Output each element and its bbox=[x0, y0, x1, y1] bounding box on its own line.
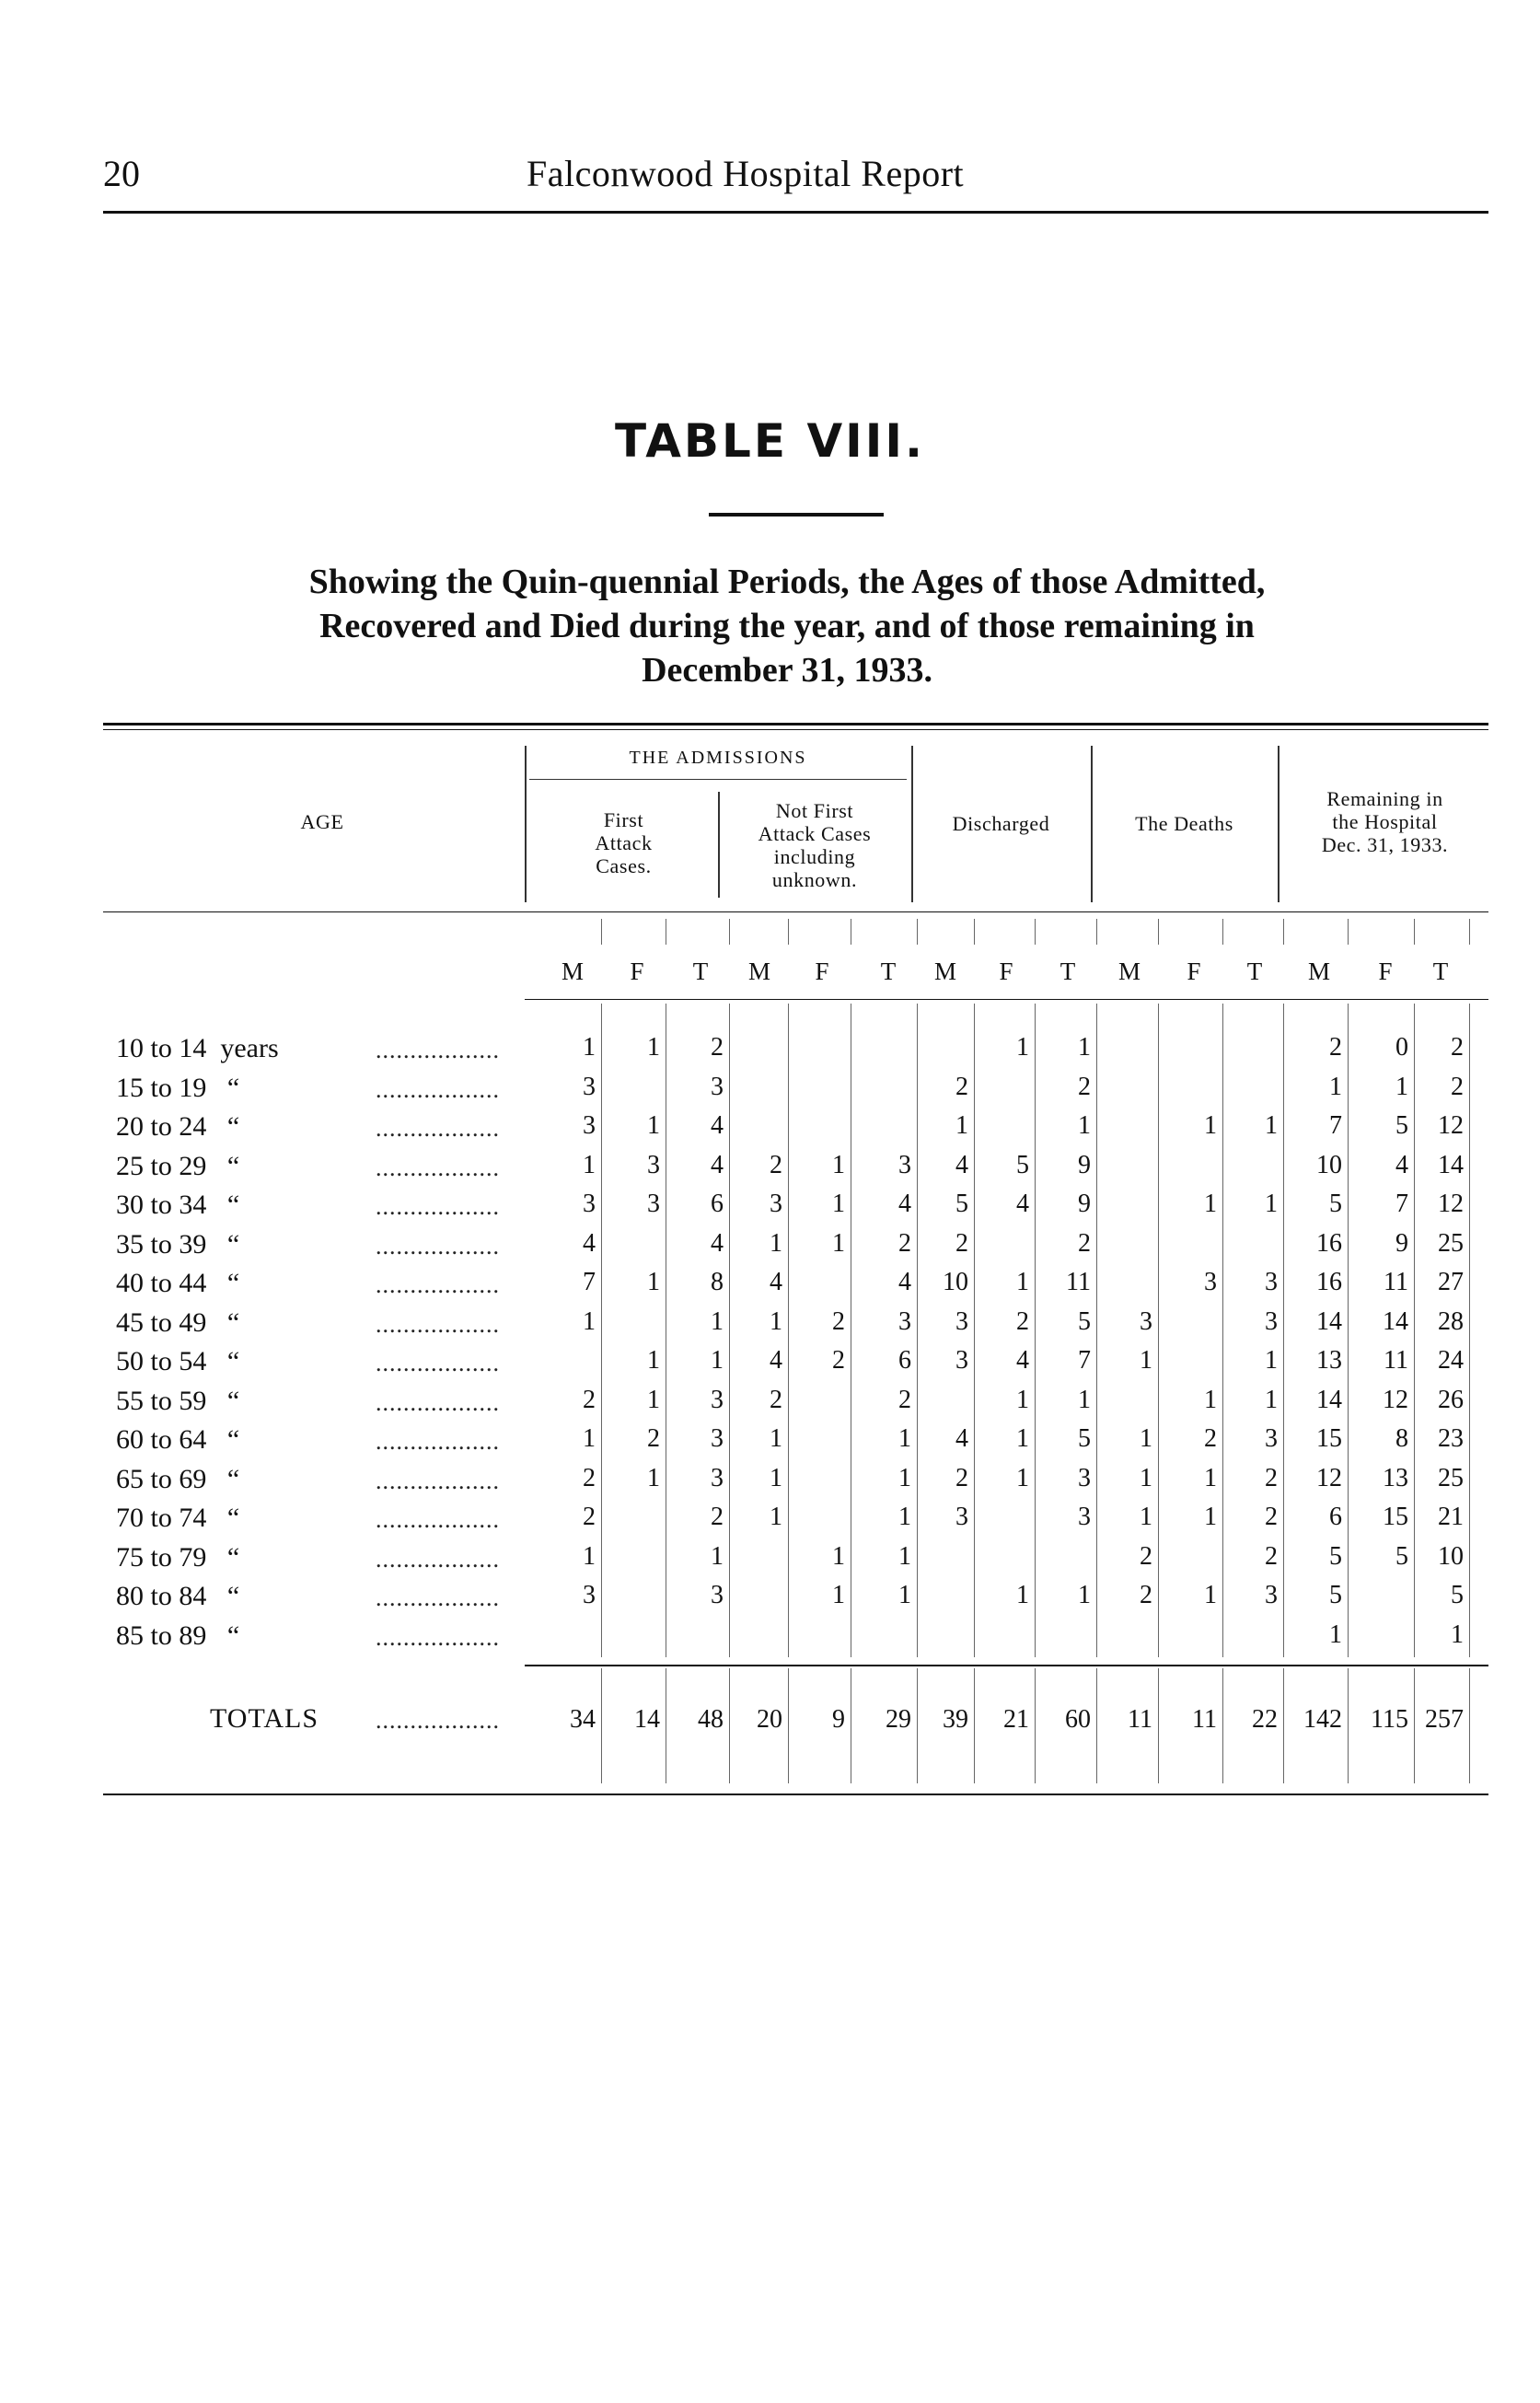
table-cell: 1 bbox=[647, 1111, 660, 1140]
table-cell: 12 bbox=[1316, 1464, 1342, 1492]
table-cell: 8 bbox=[1395, 1424, 1408, 1453]
table-cell: 4 bbox=[711, 1111, 724, 1140]
table-cell: 1 bbox=[1016, 1386, 1029, 1414]
table-cell: 15 bbox=[1383, 1503, 1408, 1531]
table-title: TABLE VIII. bbox=[615, 414, 925, 468]
table-cell: 5 bbox=[1078, 1424, 1091, 1453]
table-cell: 1 bbox=[1140, 1346, 1152, 1375]
table-cell: 3 bbox=[583, 1073, 596, 1101]
table-cell: 4 bbox=[1016, 1190, 1029, 1218]
subheader-m: M bbox=[1117, 958, 1141, 985]
table-row bbox=[0, 1190, 1540, 1228]
table-cell: 2 bbox=[1016, 1307, 1029, 1336]
table-row bbox=[0, 1151, 1540, 1190]
table-cell: 2 bbox=[898, 1229, 911, 1258]
table-cell: 2 bbox=[955, 1464, 968, 1492]
leader-dots: .................. bbox=[376, 1037, 500, 1063]
age-range: 85 to 89 “ bbox=[116, 1620, 240, 1651]
table-cell: 2 bbox=[1451, 1033, 1464, 1062]
table-cell: 2 bbox=[955, 1073, 968, 1101]
table-cell: 1 bbox=[1016, 1033, 1029, 1062]
column-guide-header bbox=[1348, 919, 1349, 945]
subheader-m: M bbox=[561, 958, 584, 985]
subheader-t: T bbox=[1059, 958, 1076, 985]
table-cell: 2 bbox=[955, 1229, 968, 1258]
table-cell: 1 bbox=[583, 1151, 596, 1179]
table-cell: 5 bbox=[1329, 1542, 1342, 1571]
age-range: 20 to 24 “ bbox=[116, 1111, 240, 1142]
table-cell: 1 bbox=[1395, 1073, 1408, 1101]
subheader-m: M bbox=[747, 958, 770, 985]
table-cell: 2 bbox=[1204, 1424, 1217, 1453]
table-cell: 7 bbox=[1395, 1190, 1408, 1218]
age-range: 80 to 84 “ bbox=[116, 1581, 240, 1611]
leader-dots: .................. bbox=[376, 1271, 500, 1298]
leader-dots: .................. bbox=[376, 1468, 500, 1494]
table-cell: 1 bbox=[1204, 1581, 1217, 1609]
subheader-f: F bbox=[630, 958, 644, 985]
caption-line: Showing the Quin-quennial Periods, the Ages of those Admitted, bbox=[308, 563, 1266, 601]
table-cell: 14 bbox=[1438, 1151, 1464, 1179]
running-title: Falconwood Hospital Report bbox=[527, 153, 965, 194]
table-row bbox=[0, 1464, 1540, 1503]
table-cell: 1 bbox=[711, 1346, 724, 1375]
leader-dots: .................. bbox=[376, 1115, 500, 1142]
table-row bbox=[0, 1033, 1540, 1072]
table-cell: 2 bbox=[1329, 1033, 1342, 1062]
column-guide-header bbox=[601, 919, 602, 945]
discharged-divider bbox=[911, 746, 913, 902]
leader-dots: .................. bbox=[376, 1585, 500, 1611]
table-row bbox=[0, 1268, 1540, 1306]
table-cell: 1 bbox=[1016, 1464, 1029, 1492]
totals-top-rule bbox=[525, 1665, 1488, 1666]
table-cell: 3 bbox=[898, 1307, 911, 1336]
table-cell: 1 bbox=[1204, 1503, 1217, 1531]
total-cell: 39 bbox=[943, 1705, 968, 1734]
table-cell: 25 bbox=[1438, 1229, 1464, 1258]
table-cell: 7 bbox=[583, 1268, 596, 1296]
total-cell: 60 bbox=[1065, 1705, 1091, 1734]
table-cell: 12 bbox=[1383, 1386, 1408, 1414]
table-cell: 1 bbox=[898, 1503, 911, 1531]
table-cell: 4 bbox=[583, 1229, 596, 1258]
table-cell: 1 bbox=[647, 1386, 660, 1414]
subheader-t: T bbox=[1432, 958, 1449, 985]
table-cell: 7 bbox=[1078, 1346, 1091, 1375]
table-cell: 2 bbox=[583, 1386, 596, 1414]
table-cell: 3 bbox=[711, 1386, 724, 1414]
column-guide-header bbox=[1414, 919, 1415, 945]
table-cell: 25 bbox=[1438, 1464, 1464, 1492]
leader-dots: .................. bbox=[376, 1428, 500, 1455]
age-header: AGE bbox=[300, 810, 344, 833]
remaining-divider bbox=[1278, 746, 1279, 902]
table-cell: 2 bbox=[647, 1424, 660, 1453]
table-row bbox=[0, 1386, 1540, 1424]
table-cell: 2 bbox=[898, 1386, 911, 1414]
table-cell: 1 bbox=[583, 1542, 596, 1571]
table-cell: 1 bbox=[770, 1464, 782, 1492]
table-cell: 4 bbox=[770, 1268, 782, 1296]
admissions-header: THE ADMISSIONS bbox=[629, 748, 807, 768]
table-cell: 1 bbox=[1078, 1581, 1091, 1609]
subheader-bottom-rule bbox=[525, 999, 1488, 1000]
table-bottom-rule bbox=[103, 1794, 1488, 1795]
age-range: 70 to 74 “ bbox=[116, 1503, 240, 1533]
table-cell: 4 bbox=[955, 1151, 968, 1179]
table-cell: 3 bbox=[1265, 1307, 1278, 1336]
subheader-t: T bbox=[692, 958, 709, 985]
page-header bbox=[103, 152, 1488, 209]
subheader-f: F bbox=[999, 958, 1013, 985]
table-cell: 27 bbox=[1438, 1268, 1464, 1296]
table-cell: 28 bbox=[1438, 1307, 1464, 1336]
age-range: 25 to 29 “ bbox=[116, 1151, 240, 1181]
table-cell: 1 bbox=[1204, 1464, 1217, 1492]
table-cell: 12 bbox=[1438, 1190, 1464, 1218]
table-cell: 1 bbox=[1265, 1190, 1278, 1218]
age-range: 65 to 69 “ bbox=[116, 1464, 240, 1494]
total-cell: 142 bbox=[1303, 1705, 1342, 1734]
table-cell: 1 bbox=[1078, 1033, 1091, 1062]
table-cell: 5 bbox=[1451, 1581, 1464, 1609]
table-cell: 2 bbox=[711, 1033, 724, 1062]
table-cell: 3 bbox=[1265, 1581, 1278, 1609]
table-cell: 5 bbox=[1329, 1581, 1342, 1609]
leader-dots: .................. bbox=[376, 1076, 500, 1103]
table-cell: 3 bbox=[1078, 1503, 1091, 1531]
table-row bbox=[0, 1581, 1540, 1619]
leader-dots: .................. bbox=[376, 1193, 500, 1220]
table-cell: 1 bbox=[898, 1464, 911, 1492]
table-cell: 3 bbox=[583, 1111, 596, 1140]
table-cell: 1 bbox=[711, 1307, 724, 1336]
total-cell: 21 bbox=[1003, 1705, 1029, 1734]
table-cell: 4 bbox=[955, 1424, 968, 1453]
age-range: 15 to 19 “ bbox=[116, 1073, 240, 1103]
age-range: 30 to 34 “ bbox=[116, 1190, 240, 1220]
table-cell: 4 bbox=[1016, 1346, 1029, 1375]
table-cell: 9 bbox=[1078, 1151, 1091, 1179]
table-top-rule bbox=[103, 723, 1488, 726]
table-cell: 2 bbox=[770, 1386, 782, 1414]
table-top-rule-2 bbox=[103, 729, 1488, 730]
table-cell: 2 bbox=[1265, 1464, 1278, 1492]
table-cell: 1 bbox=[832, 1190, 845, 1218]
table-cell: 1 bbox=[1078, 1111, 1091, 1140]
table-cell: 1 bbox=[832, 1151, 845, 1179]
table-cell: 16 bbox=[1316, 1268, 1342, 1296]
table-cell: 1 bbox=[1265, 1386, 1278, 1414]
totals-dots: .................. bbox=[376, 1707, 500, 1734]
subheader-t: T bbox=[880, 958, 897, 985]
table-cell: 3 bbox=[770, 1190, 782, 1218]
column-guide-header bbox=[1096, 919, 1097, 945]
table-cell: 11 bbox=[1384, 1346, 1408, 1375]
admissions-underline bbox=[529, 779, 907, 780]
table-cell: 1 bbox=[1265, 1111, 1278, 1140]
table-cell: 6 bbox=[1329, 1503, 1342, 1531]
table-cell: 1 bbox=[1329, 1073, 1342, 1101]
table-cell: 2 bbox=[1451, 1073, 1464, 1101]
table-cell: 9 bbox=[1395, 1229, 1408, 1258]
table-row bbox=[0, 1307, 1540, 1346]
table-cell: 2 bbox=[770, 1151, 782, 1179]
table-cell: 13 bbox=[1383, 1464, 1408, 1492]
table-cell: 1 bbox=[832, 1229, 845, 1258]
header-bottom-rule bbox=[103, 911, 1488, 912]
table-cell: 1 bbox=[770, 1503, 782, 1531]
table-cell: 3 bbox=[1204, 1268, 1217, 1296]
total-cell: 115 bbox=[1371, 1705, 1408, 1734]
table-cell: 1 bbox=[1140, 1424, 1152, 1453]
column-guide-header bbox=[917, 919, 918, 945]
table-cell: 12 bbox=[1438, 1111, 1464, 1140]
table-cell: 4 bbox=[770, 1346, 782, 1375]
table-cell: 2 bbox=[583, 1503, 596, 1531]
column-guide-header bbox=[1283, 919, 1284, 945]
table-cell: 1 bbox=[583, 1033, 596, 1062]
table-cell: 16 bbox=[1316, 1229, 1342, 1258]
age-range: 50 to 54 “ bbox=[116, 1346, 240, 1376]
table-caption bbox=[138, 560, 1436, 692]
total-cell: 20 bbox=[757, 1705, 782, 1734]
table-cell: 1 bbox=[1204, 1386, 1217, 1414]
table-cell: 1 bbox=[955, 1111, 968, 1140]
title-rule bbox=[709, 513, 884, 517]
totals-label: TOTALS bbox=[210, 1703, 319, 1734]
table-cell: 14 bbox=[1316, 1307, 1342, 1336]
table-cell: 1 bbox=[1016, 1581, 1029, 1609]
table-cell: 1 bbox=[832, 1542, 845, 1571]
deaths-header: The Deaths bbox=[1135, 812, 1233, 835]
table-cell: 4 bbox=[711, 1151, 724, 1179]
column-guide-header bbox=[1158, 919, 1159, 945]
table-cell: 1 bbox=[770, 1229, 782, 1258]
age-range: 40 to 44 “ bbox=[116, 1268, 240, 1298]
table-cell: 2 bbox=[583, 1464, 596, 1492]
table-cell: 3 bbox=[583, 1190, 596, 1218]
table-cell: 11 bbox=[1066, 1268, 1091, 1296]
table-cell: 2 bbox=[832, 1307, 845, 1336]
table-cell: 1 bbox=[770, 1424, 782, 1453]
leader-dots: .................. bbox=[376, 1233, 500, 1260]
table-cell: 1 bbox=[898, 1542, 911, 1571]
table-cell: 1 bbox=[832, 1581, 845, 1609]
total-cell: 34 bbox=[570, 1705, 596, 1734]
table-cell: 3 bbox=[711, 1073, 724, 1101]
total-cell: 11 bbox=[1192, 1705, 1217, 1734]
table-cell: 1 bbox=[1451, 1620, 1464, 1649]
table-cell: 5 bbox=[1395, 1542, 1408, 1571]
table-cell: 1 bbox=[1078, 1386, 1091, 1414]
age-range: 45 to 49 “ bbox=[116, 1307, 240, 1338]
table-row bbox=[0, 1424, 1540, 1463]
total-cell: 257 bbox=[1425, 1705, 1464, 1734]
table-row bbox=[0, 1229, 1540, 1268]
table-cell: 5 bbox=[1395, 1111, 1408, 1140]
column-guide-header bbox=[788, 919, 789, 945]
table-row bbox=[0, 1620, 1540, 1659]
leader-dots: .................. bbox=[376, 1506, 500, 1533]
table-cell: 3 bbox=[955, 1346, 968, 1375]
leader-dots: .................. bbox=[376, 1389, 500, 1416]
table-row bbox=[0, 1346, 1540, 1385]
column-guide-totals bbox=[1469, 1668, 1470, 1783]
table-cell: 2 bbox=[1078, 1229, 1091, 1258]
table-cell: 1 bbox=[711, 1542, 724, 1571]
age-range: 10 to 14 years bbox=[116, 1033, 279, 1063]
table-cell: 8 bbox=[711, 1268, 724, 1296]
column-guide-header bbox=[1469, 919, 1470, 945]
table-cell: 5 bbox=[1329, 1190, 1342, 1218]
table-cell: 1 bbox=[1204, 1190, 1217, 1218]
table-cell: 10 bbox=[1438, 1542, 1464, 1571]
table-cell: 1 bbox=[1016, 1424, 1029, 1453]
table-cell: 2 bbox=[1140, 1542, 1152, 1571]
column-guide-header bbox=[1222, 919, 1223, 945]
table-cell: 6 bbox=[711, 1190, 724, 1218]
table-cell: 1 bbox=[1016, 1268, 1029, 1296]
header-rule bbox=[103, 211, 1488, 214]
table-cell: 6 bbox=[898, 1346, 911, 1375]
table-cell: 13 bbox=[1316, 1346, 1342, 1375]
total-cell: 48 bbox=[698, 1705, 724, 1734]
table-cell: 1 bbox=[583, 1307, 596, 1336]
table-cell: 10 bbox=[1316, 1151, 1342, 1179]
admissions-divider bbox=[718, 792, 720, 898]
caption-line: Recovered and Died during the year, and of those remaining in bbox=[319, 607, 1255, 645]
age-range: 60 to 64 “ bbox=[116, 1424, 240, 1455]
leader-dots: .................. bbox=[376, 1546, 500, 1573]
table-cell: 4 bbox=[711, 1229, 724, 1258]
table-row bbox=[0, 1503, 1540, 1541]
table-cell: 3 bbox=[1265, 1424, 1278, 1453]
table-cell: 5 bbox=[1078, 1307, 1091, 1336]
table-cell: 24 bbox=[1438, 1346, 1464, 1375]
table-cell: 11 bbox=[1384, 1268, 1408, 1296]
table-cell: 1 bbox=[1140, 1503, 1152, 1531]
leader-dots: .................. bbox=[376, 1350, 500, 1376]
table-cell: 2 bbox=[711, 1503, 724, 1531]
table-cell: 1 bbox=[898, 1424, 911, 1453]
deaths-divider bbox=[1091, 746, 1093, 902]
table-cell: 4 bbox=[1395, 1151, 1408, 1179]
table-cell: 1 bbox=[1329, 1620, 1342, 1649]
table-cell: 5 bbox=[1016, 1151, 1029, 1179]
table-cell: 0 bbox=[1395, 1033, 1408, 1062]
table-cell: 3 bbox=[647, 1190, 660, 1218]
table-cell: 2 bbox=[1265, 1503, 1278, 1531]
subheader-m: M bbox=[933, 958, 956, 985]
discharged-header: Discharged bbox=[952, 812, 1050, 835]
remaining-header: Remaining in the Hospital Dec. 31, 1933. bbox=[1321, 787, 1449, 856]
subheader-m: M bbox=[1307, 958, 1330, 985]
table-cell: 21 bbox=[1438, 1503, 1464, 1531]
total-cell: 11 bbox=[1128, 1705, 1152, 1734]
age-column-divider bbox=[525, 746, 527, 902]
caption-line: December 31, 1933. bbox=[642, 651, 932, 690]
subheader-f: F bbox=[815, 958, 829, 985]
leader-dots: .................. bbox=[376, 1624, 500, 1651]
table-cell: 3 bbox=[1078, 1464, 1091, 1492]
table-cell: 10 bbox=[943, 1268, 968, 1296]
table-cell: 1 bbox=[647, 1033, 660, 1062]
table-cell: 3 bbox=[955, 1307, 968, 1336]
leader-dots: .................. bbox=[376, 1311, 500, 1338]
table-cell: 14 bbox=[1316, 1386, 1342, 1414]
table-cell: 2 bbox=[832, 1346, 845, 1375]
total-cell: 9 bbox=[832, 1705, 845, 1734]
table-cell: 3 bbox=[583, 1581, 596, 1609]
table-cell: 1 bbox=[647, 1346, 660, 1375]
table-cell: 2 bbox=[1265, 1542, 1278, 1571]
table-cell: 23 bbox=[1438, 1424, 1464, 1453]
page-number: 20 bbox=[103, 153, 140, 194]
subheader-f: F bbox=[1187, 958, 1201, 985]
table-cell: 15 bbox=[1316, 1424, 1342, 1453]
table-cell: 3 bbox=[711, 1464, 724, 1492]
table-cell: 4 bbox=[898, 1268, 911, 1296]
subheader-t: T bbox=[1246, 958, 1263, 985]
table-cell: 1 bbox=[770, 1307, 782, 1336]
first-attack-header: First Attack Cases. bbox=[595, 808, 653, 877]
table-row bbox=[0, 1073, 1540, 1111]
age-range: 55 to 59 “ bbox=[116, 1386, 240, 1416]
table-cell: 3 bbox=[1140, 1307, 1152, 1336]
table-cell: 3 bbox=[647, 1151, 660, 1179]
table-cell: 14 bbox=[1383, 1307, 1408, 1336]
table-cell: 3 bbox=[898, 1151, 911, 1179]
column-guide-header bbox=[729, 919, 730, 945]
table-cell: 3 bbox=[711, 1581, 724, 1609]
table-row bbox=[0, 1111, 1540, 1150]
age-range: 35 to 39 “ bbox=[116, 1229, 240, 1260]
table-cell: 1 bbox=[898, 1581, 911, 1609]
table-row bbox=[0, 1542, 1540, 1581]
total-cell: 29 bbox=[886, 1705, 911, 1734]
table-cell: 1 bbox=[647, 1268, 660, 1296]
table-cell: 1 bbox=[647, 1464, 660, 1492]
subheader-f: F bbox=[1378, 958, 1393, 985]
not-first-attack-header: Not First Attack Cases including unknown. bbox=[758, 799, 872, 891]
table-cell: 3 bbox=[711, 1424, 724, 1453]
column-guide-header bbox=[1035, 919, 1036, 945]
table-cell: 3 bbox=[1265, 1268, 1278, 1296]
table-cell: 1 bbox=[1265, 1346, 1278, 1375]
age-range: 75 to 79 “ bbox=[116, 1542, 240, 1573]
table-cell: 26 bbox=[1438, 1386, 1464, 1414]
total-cell: 14 bbox=[634, 1705, 660, 1734]
total-cell: 22 bbox=[1252, 1705, 1278, 1734]
table-cell: 2 bbox=[1078, 1073, 1091, 1101]
table-cell: 9 bbox=[1078, 1190, 1091, 1218]
table-cell: 4 bbox=[898, 1190, 911, 1218]
table-cell: 2 bbox=[1140, 1581, 1152, 1609]
table-cell: 7 bbox=[1329, 1111, 1342, 1140]
table-cell: 5 bbox=[955, 1190, 968, 1218]
leader-dots: .................. bbox=[376, 1155, 500, 1181]
table-cell: 1 bbox=[1204, 1111, 1217, 1140]
table-cell: 1 bbox=[1140, 1464, 1152, 1492]
table-cell: 1 bbox=[583, 1424, 596, 1453]
table-cell: 3 bbox=[955, 1503, 968, 1531]
column-guide-header bbox=[974, 919, 975, 945]
